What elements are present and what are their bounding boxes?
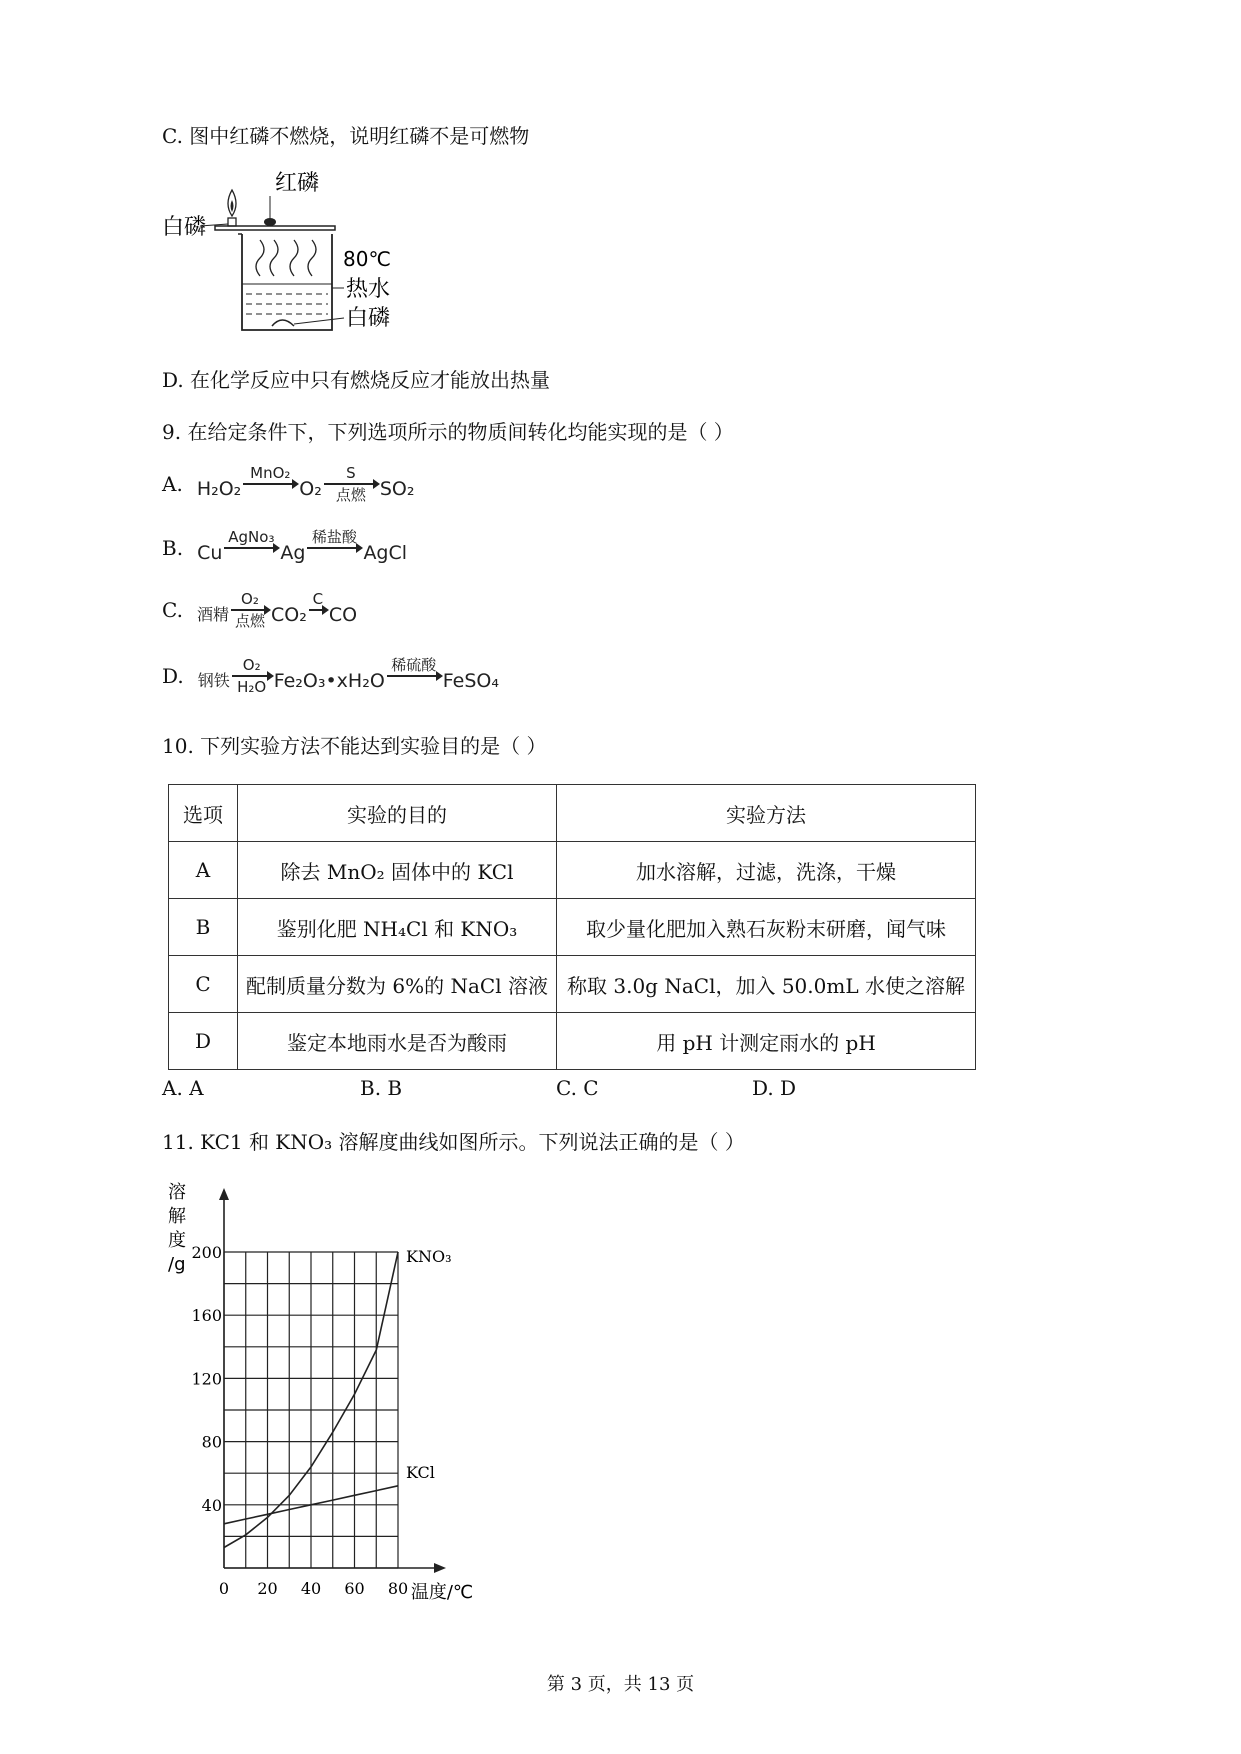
arrow-condition-top: AgNo₃	[228, 528, 275, 546]
y-tick-label: 160	[191, 1306, 222, 1326]
table-cell: 取少量化肥加入熟石灰粉末研磨，闻气味	[557, 899, 976, 956]
x-tick-label: 20	[257, 1579, 278, 1598]
y-tick-label: 120	[191, 1369, 222, 1389]
label-white-phosphorus-top: 白磷	[162, 215, 207, 240]
table-cell: B	[169, 899, 238, 956]
arrow-condition-bottom: 点燃	[335, 486, 366, 504]
table-header-row	[169, 785, 976, 842]
q10-answer-b: B. B	[360, 1076, 403, 1100]
y-tick-label: 80	[201, 1432, 222, 1452]
arrow-icon	[324, 483, 378, 485]
x-axis-arrow-icon	[434, 1563, 446, 1573]
q9-option-d	[162, 648, 499, 704]
series-label: KNO₃	[406, 1247, 452, 1266]
x-axis-label: 温度/℃	[410, 1582, 474, 1603]
chart-grid	[224, 1252, 398, 1568]
q10-stem: 10. 下列实验方法不能达到实验目的是（ ）	[162, 734, 547, 758]
q9-option-a	[162, 458, 415, 510]
q10-answer-c: C. C	[556, 1076, 599, 1100]
y-axis-label: 解	[168, 1206, 186, 1227]
table-header: 实验方法	[557, 785, 976, 842]
table-cell: 用 pH 计测定雨水的 pH	[557, 1013, 976, 1070]
y-tick-label: 40	[201, 1495, 222, 1515]
y-tick-label: 200	[191, 1243, 222, 1262]
intermediate: Fe₂O₃•xH₂O	[273, 670, 385, 692]
x-tick-label: 40	[300, 1579, 322, 1598]
x-tick-label: 80	[387, 1579, 409, 1598]
chart-labels	[168, 1182, 473, 1603]
y-axis-label: 度	[168, 1230, 186, 1251]
table-cell: 除去 MnO₂ 固体中的 KCl	[238, 842, 557, 899]
table-cell: C	[169, 956, 238, 1013]
label-white-phosphorus-bottom: 白磷	[346, 306, 391, 331]
y-axis-label: 溶	[168, 1182, 186, 1203]
table-row	[169, 842, 976, 899]
q10-answer-d: D. D	[752, 1076, 797, 1100]
table-header: 选项	[169, 785, 238, 842]
arrow-condition-top: MnO₂	[250, 464, 291, 482]
table-cell: A	[169, 842, 238, 899]
q11-stem: 11. KC1 和 KNO₃ 溶解度曲线如图所示。下列说法正确的是（ ）	[162, 1130, 745, 1154]
q9-option-b	[162, 522, 407, 574]
arrow-condition-top: O₂	[241, 590, 259, 608]
table-cell: 加水溶解，过滤，洗涤，干燥	[557, 842, 976, 899]
product: AgCl	[363, 542, 408, 564]
arrow-icon	[231, 609, 269, 611]
arrow-condition-top: C	[312, 590, 324, 608]
table-row	[169, 956, 976, 1013]
product: FeSO₄	[442, 670, 499, 692]
table-cell: 鉴定本地雨水是否为酸雨	[238, 1013, 557, 1070]
option-label: B.	[162, 536, 184, 560]
arrow-icon	[232, 675, 272, 677]
arrow-condition-bottom: H₂O	[237, 678, 267, 696]
option-label: C.	[162, 598, 183, 622]
arrow-condition-top: 稀盐酸	[311, 528, 357, 546]
option-label: A.	[162, 472, 183, 496]
arrow-condition-top: S	[346, 464, 356, 482]
y-axis-arrow-icon	[219, 1188, 229, 1200]
table-row	[169, 1013, 976, 1070]
intermediate: O₂	[299, 478, 322, 500]
product: CO	[328, 604, 358, 626]
intermediate: CO₂	[270, 604, 307, 626]
y-axis-label: /g	[168, 1254, 186, 1275]
q8-option-c: C. 图中红磷不燃烧，说明红磷不是可燃物	[162, 124, 530, 148]
arrow-icon	[243, 483, 297, 485]
table-row	[169, 899, 976, 956]
solubility-chart	[160, 1176, 500, 1616]
reactant: H₂O₂	[196, 478, 242, 500]
x-tick-label: 60	[344, 1579, 365, 1598]
label-red-phosphorus: 红磷	[275, 171, 320, 196]
q9-option-c	[162, 584, 357, 636]
page-footer: 第 3 页，共 13 页	[546, 1674, 695, 1695]
label-temperature: 80℃	[343, 247, 391, 271]
intermediate: Ag	[280, 542, 306, 564]
arrow-icon	[309, 609, 327, 611]
reactant: Cu	[197, 542, 223, 564]
q9-stem: 9. 在给定条件下，下列选项所示的物质间转化均能实现的是（ ）	[162, 420, 734, 444]
q8-option-d: D. 在化学反应中只有燃烧反应才能放出热量	[162, 368, 551, 392]
arrow-condition-top: O₂	[242, 656, 261, 674]
arrow-icon	[224, 547, 278, 549]
table-header: 实验的目的	[238, 785, 557, 842]
reactant: 酒精	[196, 605, 229, 624]
series-label: KCl	[406, 1462, 435, 1482]
q10-answer-a: A. A	[162, 1076, 204, 1100]
product: SO₂	[379, 478, 415, 500]
table-cell: D	[169, 1013, 238, 1070]
arrow-condition-top: 稀硫酸	[391, 656, 437, 674]
option-label: D.	[162, 664, 184, 688]
arrow-condition-bottom: 点燃	[234, 612, 265, 630]
arrow-icon	[307, 547, 361, 549]
table-cell: 配制质量分数为 6%的 NaCl 溶液	[238, 956, 557, 1013]
x-tick-label: 0	[218, 1579, 230, 1598]
table-cell: 鉴别化肥 NH₄Cl 和 KNO₃	[238, 899, 557, 956]
label-hot-water: 热水	[346, 277, 391, 302]
arrow-icon	[387, 675, 441, 677]
reactant: 钢铁	[197, 671, 230, 690]
combustion-diagram	[160, 168, 400, 343]
experiment-table	[168, 784, 976, 1070]
table-cell: 称取 3.0g NaCl，加入 50.0mL 水使之溶解	[557, 956, 976, 1013]
